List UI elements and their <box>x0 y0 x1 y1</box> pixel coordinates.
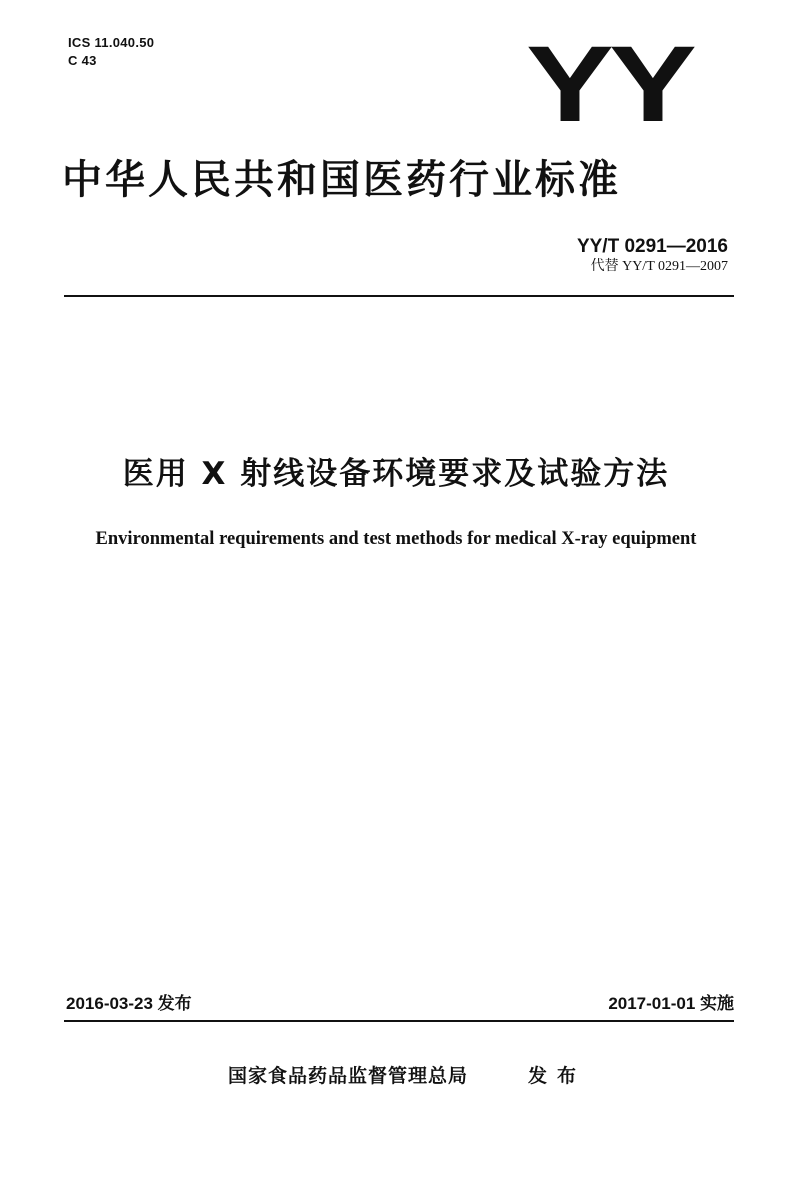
document-title-chinese: 医用 X 射线设备环境要求及试验方法 <box>122 456 670 492</box>
standard-number: YY/T 0291—2016 <box>576 236 728 257</box>
ccs-code: C 43 <box>68 53 97 68</box>
header-divider <box>64 295 734 297</box>
ics-code: ICS 11.040.50 <box>68 35 155 50</box>
issuing-authority: 国家食品药品监督管理总局 <box>228 1065 469 1087</box>
yy-logo: YY <box>526 23 693 144</box>
date-divider <box>64 1020 734 1022</box>
replaced-standard: 代替 YY/T 0291—2007 <box>590 259 728 274</box>
standard-category-title: 中华人民共和国医药行业标准 <box>62 157 621 203</box>
issue-date: 2016-03-23 发布 <box>66 994 192 1013</box>
document-title-english: Environmental requirements and test methods for medical X-ray equipment <box>95 529 697 549</box>
issue-action: 发布 <box>528 1065 587 1087</box>
implementation-date: 2017-01-01 实施 <box>608 994 734 1013</box>
